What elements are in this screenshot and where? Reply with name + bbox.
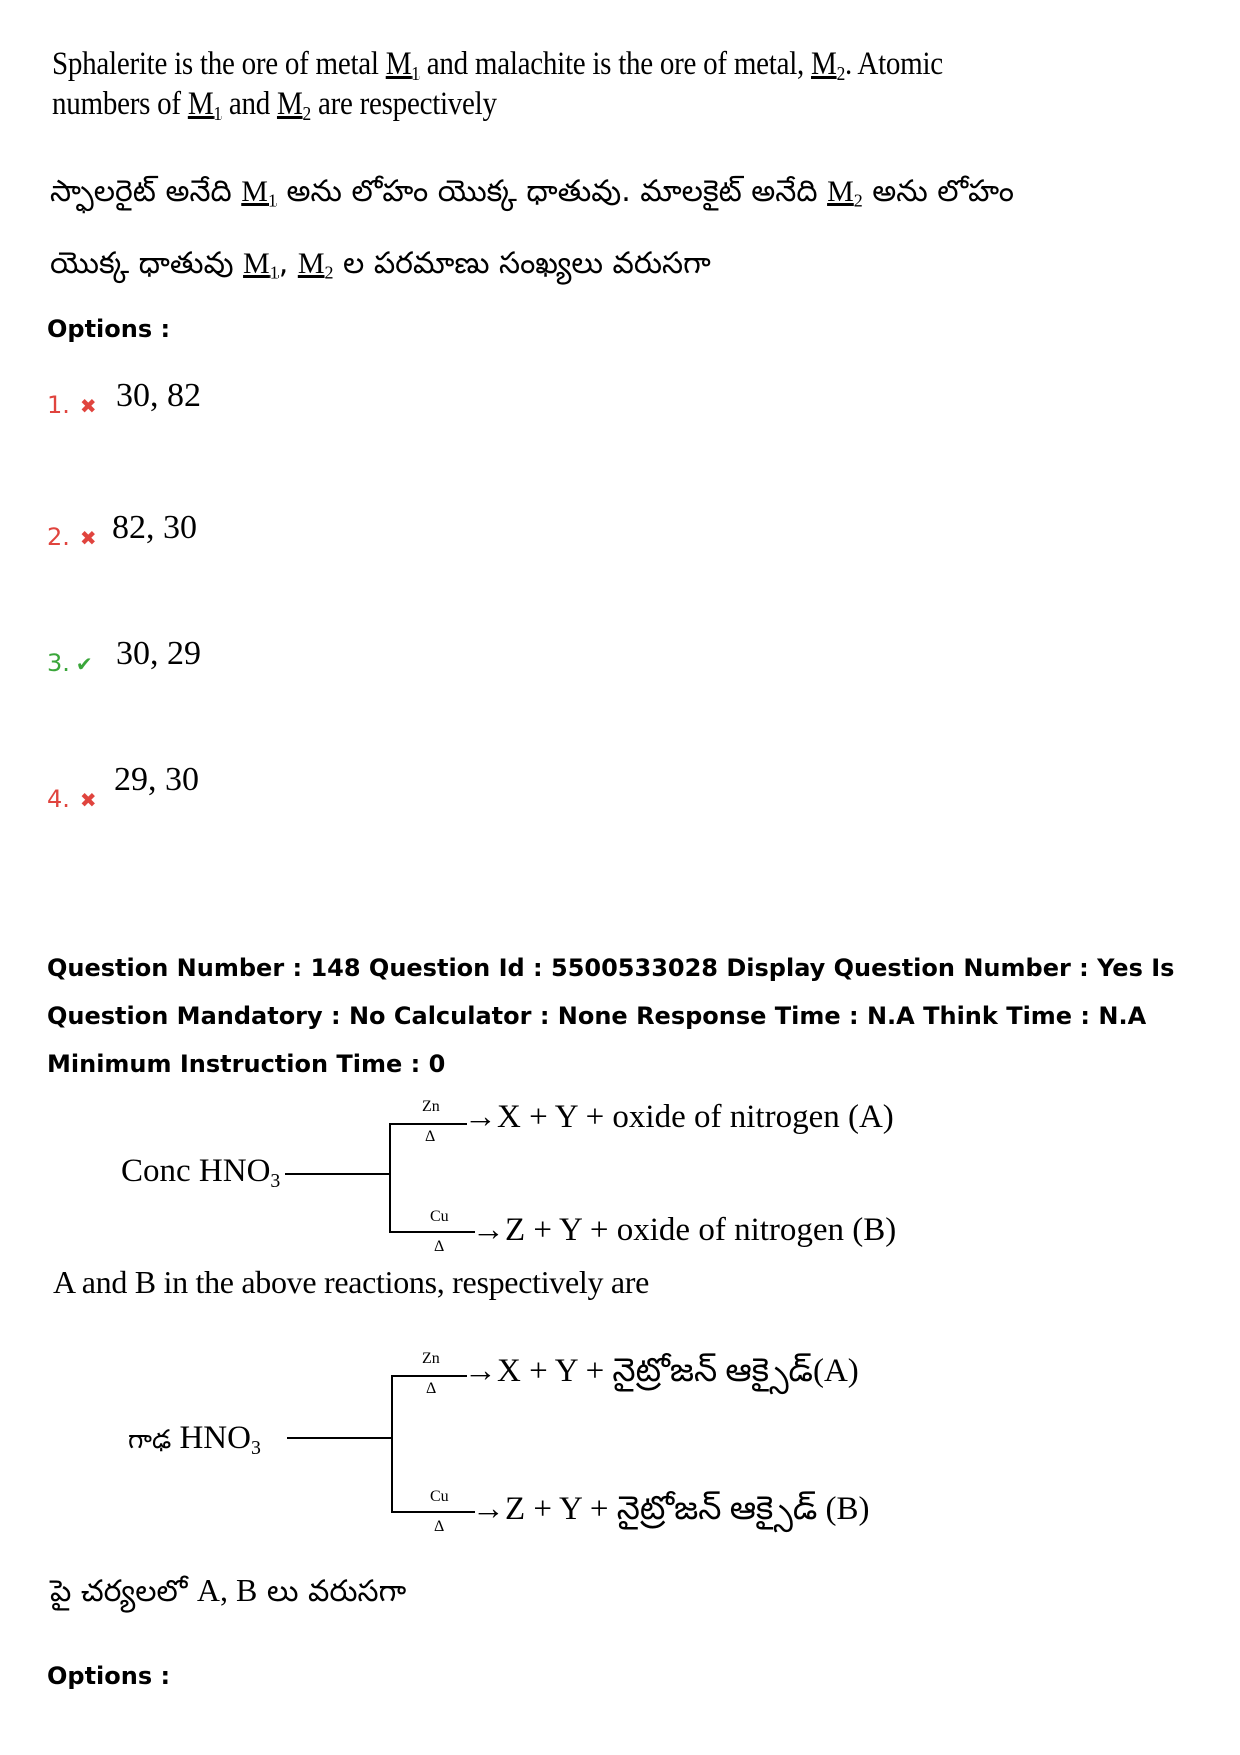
product-b-telugu: →Z + Y + నైట్రోజన్ ఆక్సైడ్ (B) [472, 1491, 870, 1527]
q1-telugu-line2 [50, 244, 711, 284]
m1-symbol: $M_1$ [243, 247, 279, 283]
telugu-text-part: ల పరమాణు సంఖ్యలు వరుసగా [333, 246, 711, 281]
option-1-value: 30, 82 [116, 377, 201, 414]
wrong-icon: ✖ [79, 526, 97, 550]
option-3[interactable] [47, 648, 93, 679]
product-a: →X + Y + oxide of nitrogen (A) [464, 1099, 894, 1135]
arrow-icon: → [464, 1099, 497, 1135]
branch-vertical-line [391, 1375, 393, 1513]
telugu-text-part: స్ఫాలరైట్ అనేది [50, 174, 242, 209]
m2-symbol: $M_2$ [827, 175, 863, 211]
q1-text-part: are respectively [310, 86, 497, 122]
m1-symbol: $M_1$ [385, 46, 420, 85]
correct-check-icon: ✔ [75, 652, 93, 676]
option-4-value: 29, 30 [114, 761, 199, 798]
reactant-label: Conc $HNO_3$ [121, 1153, 281, 1192]
q2-question-english: A and B in the above reactions, respectively are [53, 1264, 650, 1300]
option-number: 4. [47, 785, 70, 813]
q1-text-part: and malachite is the ore of metal, [419, 46, 812, 82]
branch-bottom-line [389, 1231, 475, 1233]
option-number: 3. [47, 649, 70, 677]
cu-label: Cu [430, 1208, 449, 1225]
arrow-icon: → [472, 1212, 505, 1248]
m2-symbol: $M_2$ [276, 86, 311, 125]
wrong-icon: ✖ [79, 394, 97, 418]
branch-vertical-line [389, 1123, 391, 1233]
delta-label: Δ [434, 1518, 445, 1535]
option-1[interactable] [47, 390, 97, 421]
q2-question-telugu: పై చర్యలలో A, B లు వరుసగా [50, 1572, 407, 1609]
delta-label: Δ [425, 1128, 436, 1145]
product-a-telugu: →X + Y + నైట్రోజన్ ఆక్సైడ్(A) [464, 1353, 859, 1389]
q2-options-label: Options : [47, 1662, 171, 1690]
q1-text-part: Sphalerite is the ore of metal [52, 46, 386, 82]
branch-top-line [391, 1375, 467, 1377]
m1-symbol: $M_1$ [241, 175, 277, 211]
arrow-icon: → [472, 1491, 505, 1527]
q1-options-label: Options : [47, 315, 171, 343]
option-2[interactable] [47, 522, 97, 553]
arrow-icon: → [464, 1353, 497, 1389]
reactant-label-telugu: గాఢ $HNO_3$ [128, 1420, 261, 1459]
branch-line [287, 1437, 393, 1439]
option-2-value: 82, 30 [112, 509, 197, 546]
option-number: 1. [47, 391, 70, 419]
telugu-text-part: అను లోహం [862, 174, 1015, 209]
q1-english-line1 [52, 44, 943, 84]
delta-label: Δ [426, 1380, 437, 1397]
option-number: 2. [47, 523, 70, 551]
branch-bottom-line [391, 1511, 475, 1513]
telugu-text-part: అను లోహం యొక్క ధాతువు. మాలకైట్ అనేది [276, 174, 828, 209]
m2-symbol: $M_2$ [811, 46, 846, 85]
option-3-value: 30, 29 [116, 635, 201, 672]
question-meta: Question Number : 148 Question Id : 5500533028 Display Question Number : Yes Is Question Mandatory : No Calculator : None Response Time : N.A Think Time : N.A Minimum Instruction Time : 0 [47, 954, 1175, 1078]
q1-english-line2 [52, 84, 497, 124]
option-4[interactable] [47, 784, 97, 815]
q1-text-part: numbers of [52, 86, 188, 122]
telugu-text-part: యొక్క ధాతువు [50, 246, 244, 281]
zn-label: Zn [422, 1350, 440, 1367]
m1-symbol: $M_1$ [187, 86, 222, 125]
q1-text-part: . Atomic [845, 46, 943, 82]
q1-telugu-line1 [50, 172, 1014, 212]
product-b: →Z + Y + oxide of nitrogen (B) [472, 1212, 897, 1248]
m2-symbol: $M_2$ [297, 247, 334, 283]
cu-label: Cu [430, 1488, 449, 1505]
telugu-text-part: , [278, 246, 298, 281]
branch-line [285, 1173, 391, 1175]
q1-text-part: and [221, 86, 277, 122]
zn-label: Zn [422, 1098, 440, 1115]
delta-label: Δ [434, 1238, 445, 1255]
wrong-icon: ✖ [79, 788, 97, 812]
branch-top-line [389, 1123, 467, 1125]
